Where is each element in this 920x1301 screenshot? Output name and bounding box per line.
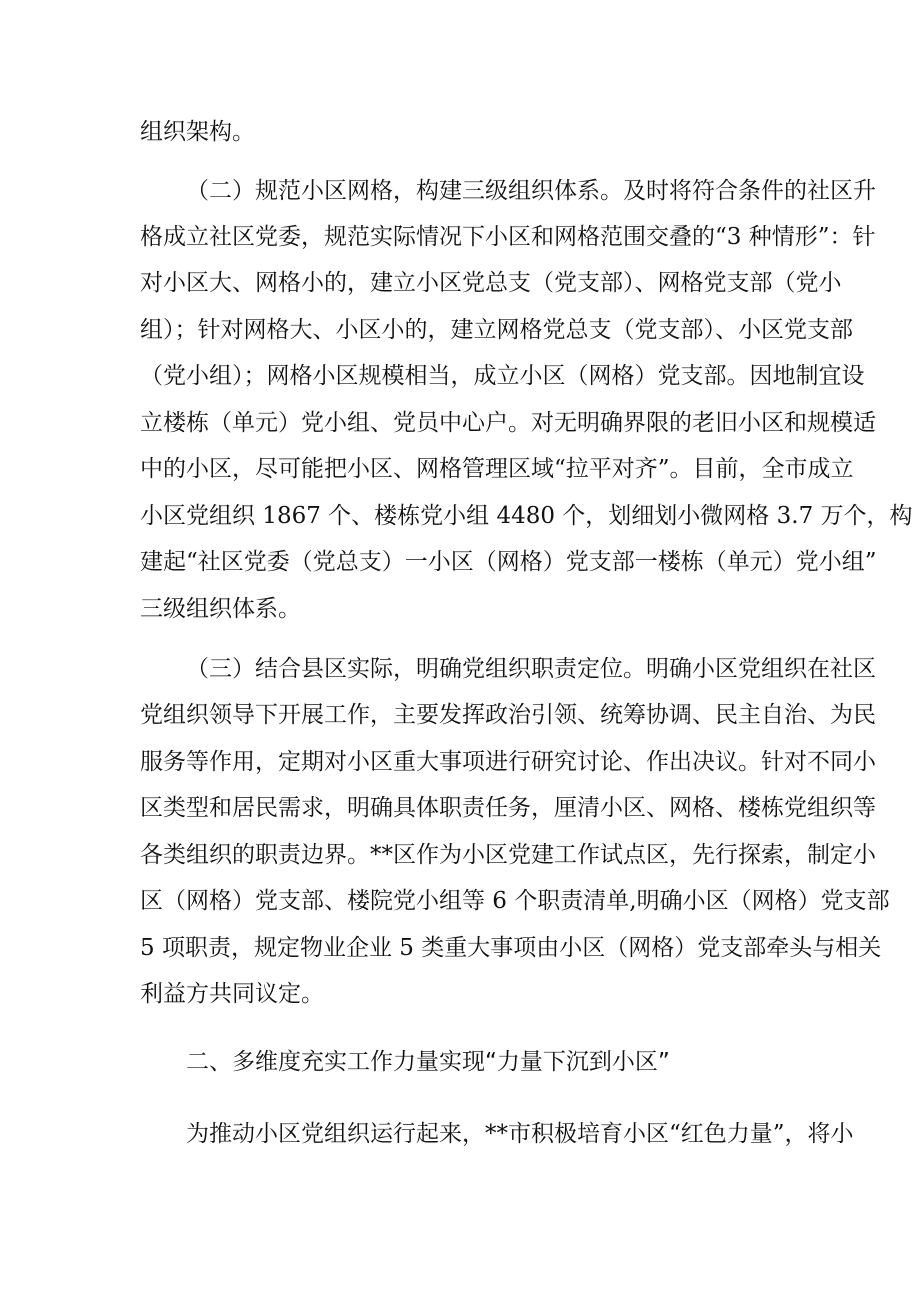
text-line: 组织架构。 xyxy=(140,119,255,145)
text-line: 对小区大、网格小的，建立小区党总支（党支部）、网格党支部（党小 xyxy=(140,270,842,296)
text-line: 各类组织的职责边界。**区作为小区党建工作试点区，先行探索，制定小 xyxy=(140,842,876,868)
text-line: 区（网格）党支部、楼院党小组等 6 个职责清单,明确小区（网格）党支部 xyxy=(140,888,890,914)
text-line: （三）结合县区实际，明确党组织职责定位。明确小区党组织在社区 xyxy=(186,656,876,682)
text-line: （党小组）；网格小区规模相当，成立小区（网格）党支部。因地制宜设 xyxy=(140,363,865,389)
text-line: 建起“社区党委（党总支）一小区（网格）党支部一楼栋（单元）党小组” xyxy=(140,549,877,575)
text-line: 三级组织体系。 xyxy=(140,596,301,622)
text-line: 立楼栋（单元）党小组、党员中心户。对无明确界限的老旧小区和规模适 xyxy=(140,410,876,436)
text-line: 中的小区，尽可能把小区、网格管理区域“拉平对齐”。目前，全市成立 xyxy=(140,456,854,482)
text-line: 党组织领导下开展工作，主要发挥政治引领、统筹协调、民主自治、为民 xyxy=(140,702,876,728)
text-line: 格成立社区党委，规范实际情况下小区和网格范围交叠的“3 种情形”：针 xyxy=(140,224,876,250)
section-heading: 二、多维度充实工作力量实现“力量下沉到小区” xyxy=(186,1049,670,1075)
text-line: 5 项职责，规定物业企业 5 类重大事项由小区（网格）党支部牵头与相关 xyxy=(140,935,882,961)
text-line: 为推动小区党组织运行起来，**市积极培育小区“红色力量”，将小 xyxy=(186,1121,854,1147)
text-line: 小区党组织 1867 个、楼栋党小组 4480 个，划细划小微网格 3.7 万个，构 xyxy=(140,503,913,529)
text-line: 区类型和居民需求，明确具体职责任务，厘清小区、网格、楼栋党组织等 xyxy=(140,795,876,821)
text-line: 组）；针对网格大、小区小的，建立网格党总支（党支部）、小区党支部 xyxy=(140,317,853,343)
text-line: 服务等作用，定期对小区重大事项进行研究讨论、作出决议。针对不同小 xyxy=(140,749,876,775)
text-line: 利益方共同议定。 xyxy=(140,981,324,1007)
text-line: （二）规范小区网格，构建三级组织体系。及时将符合条件的社区升 xyxy=(186,178,876,204)
